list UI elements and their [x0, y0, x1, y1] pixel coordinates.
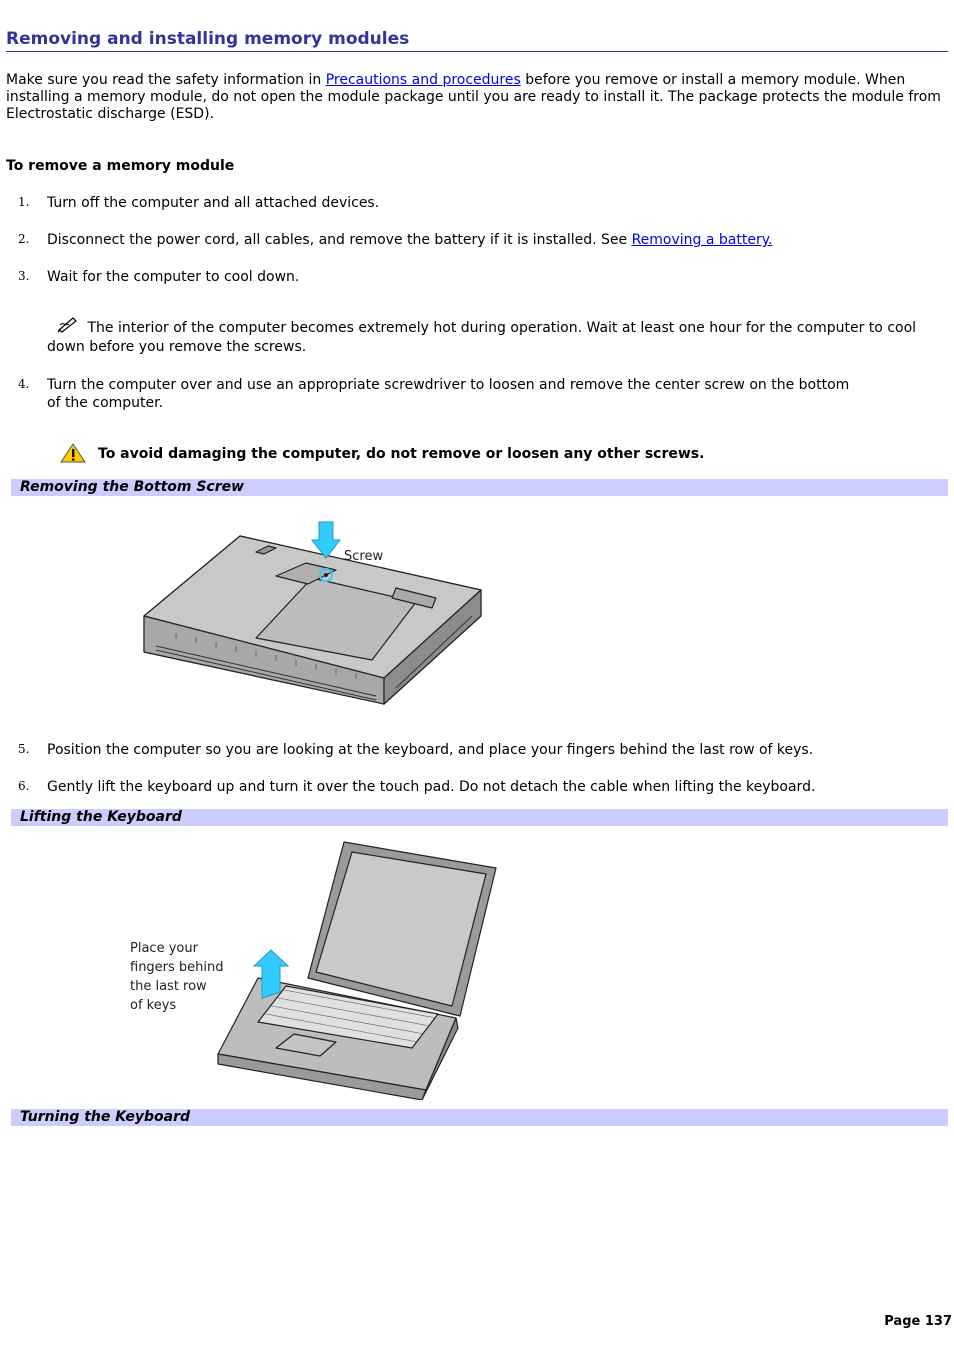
- intro-paragraph: Make sure you read the safety information in Precautions and procedures before you remove or install a memory module. When installing a memory module, do not open the module package until you are ready to install it. The package protects the module from Electrostatic discharge (ESD).: [6, 72, 941, 122]
- step-text: Turn off the computer and all attached devices.: [47, 195, 380, 211]
- laptop-bottom-figure: [136, 518, 496, 714]
- warning-triangle-icon: [60, 451, 86, 467]
- step-number: 4.: [18, 377, 30, 391]
- screw-label: Screw: [344, 549, 384, 564]
- figure-caption: Removing the Bottom Screw: [11, 479, 948, 496]
- lifting-keyboard-figure: [126, 838, 506, 1104]
- figure-caption: Lifting the Keyboard: [11, 809, 948, 826]
- step-number: 1.: [18, 195, 30, 209]
- note: The interior of the computer becomes extremely hot during operation. Wait at least one hour for the computer to cool down before you remove the screws.: [47, 315, 947, 356]
- callout-line: the last row: [130, 979, 207, 994]
- step-text: Position the computer so you are looking at the keyboard, and place your fingers behind the last row of keys.: [47, 742, 814, 758]
- step-text: Gently lift the keyboard up and turn it over the touch pad. Do not detach the cable when lifting the keyboard.: [47, 779, 816, 795]
- removing-battery-link[interactable]: Removing a battery.: [631, 232, 773, 248]
- svg-text:Place your fingers behind: [130, 941, 228, 1013]
- warning: [60, 443, 705, 467]
- step-number: 6.: [18, 779, 30, 793]
- page-number: Page 137: [884, 1314, 952, 1329]
- step-number: 2.: [18, 232, 30, 246]
- warning-text: To avoid damaging the computer, do not remove or loosen any other screws.: [98, 446, 705, 462]
- step-number: 5.: [18, 742, 30, 756]
- callout-line: fingers behind: [130, 960, 224, 975]
- step-number: 3.: [18, 269, 30, 283]
- step-text: Wait for the computer to cool down.: [47, 269, 300, 285]
- figure-caption: Turning the Keyboard: [11, 1109, 948, 1126]
- step-text: Turn the computer over and use an appropriate screwdriver to loosen and remove the center screw on the bottom of the computer.: [47, 377, 850, 411]
- step-text: Disconnect the power cord, all cables, and remove the battery if it is installed. See Removing a battery.: [47, 232, 773, 248]
- note-pen-icon: [47, 315, 83, 338]
- precautions-link[interactable]: Precautions and procedures: [325, 72, 521, 88]
- section-heading: To remove a memory module: [6, 158, 235, 174]
- page-title: Removing and installing memory modules: [6, 29, 948, 52]
- callout-line: of keys: [130, 998, 177, 1013]
- callout-line: Place your: [130, 941, 198, 956]
